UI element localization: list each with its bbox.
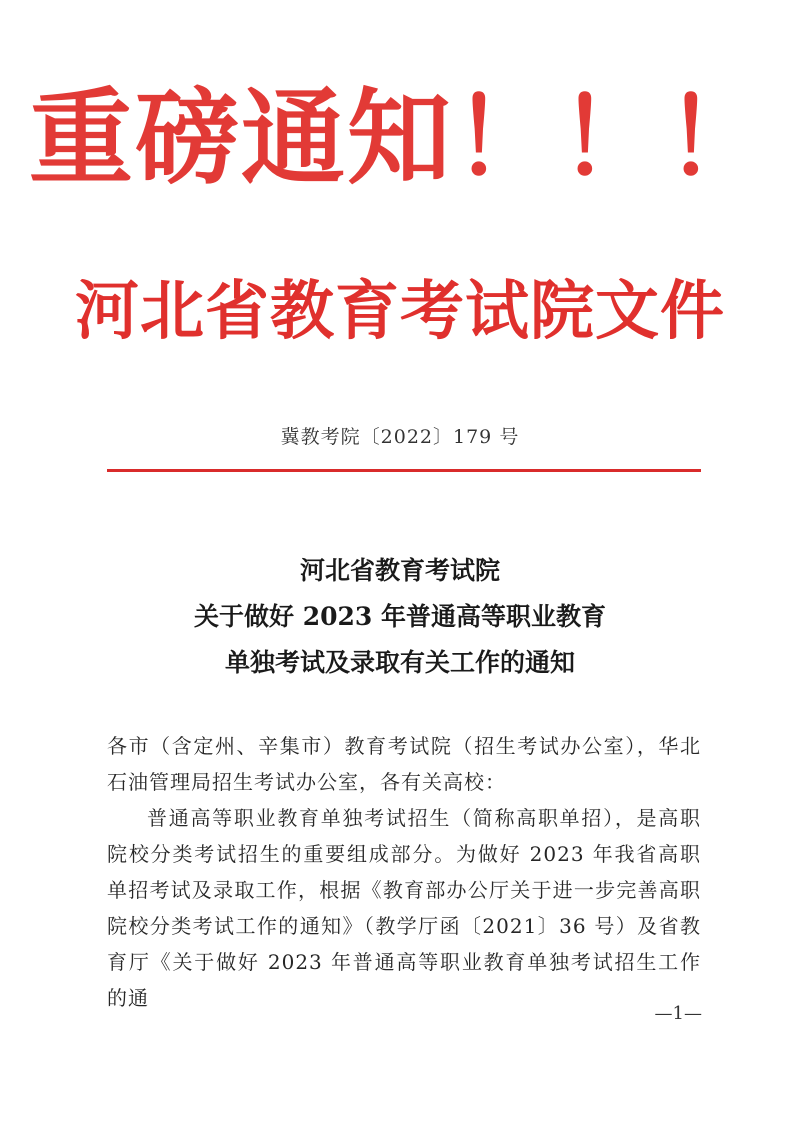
title-line-2: 关于做好 2023 年普通高等职业教育 — [194, 602, 606, 631]
headline-banner: 重磅通知！！！ — [28, 77, 771, 199]
red-divider-line — [107, 469, 701, 472]
document-title — [0, 548, 800, 686]
document-body — [107, 728, 701, 1016]
salutation: 各市（含定州、辛集市）教育考试院（招生考试办公室），华北石油管理局招生考试办公室，各有关高校： — [107, 734, 701, 794]
title-line-3: 单独考试及录取有关工作的通知 — [224, 648, 575, 677]
issuer-masthead: 河北省教育考试院文件 — [75, 274, 725, 349]
title-line-1: 河北省教育考试院 — [299, 556, 500, 585]
paragraph-1: 普通高等职业教育单独考试招生（简称高职单招），是高职院校分类考试招生的重要组成部分。为做好 2023 年我省高职单招考试及录取工作，根据《教育部办公厅关于进一步完善高职院校分类考试工作的通知》（教学厅函〔2021〕36 号）及省教育厅《关于做好 2023 年普通高等职业教育单独考试招生工作的通 — [107, 806, 701, 1010]
document-number: 冀教考院〔2022〕179 号 — [280, 426, 520, 448]
page-number: —1— — [654, 1003, 702, 1024]
